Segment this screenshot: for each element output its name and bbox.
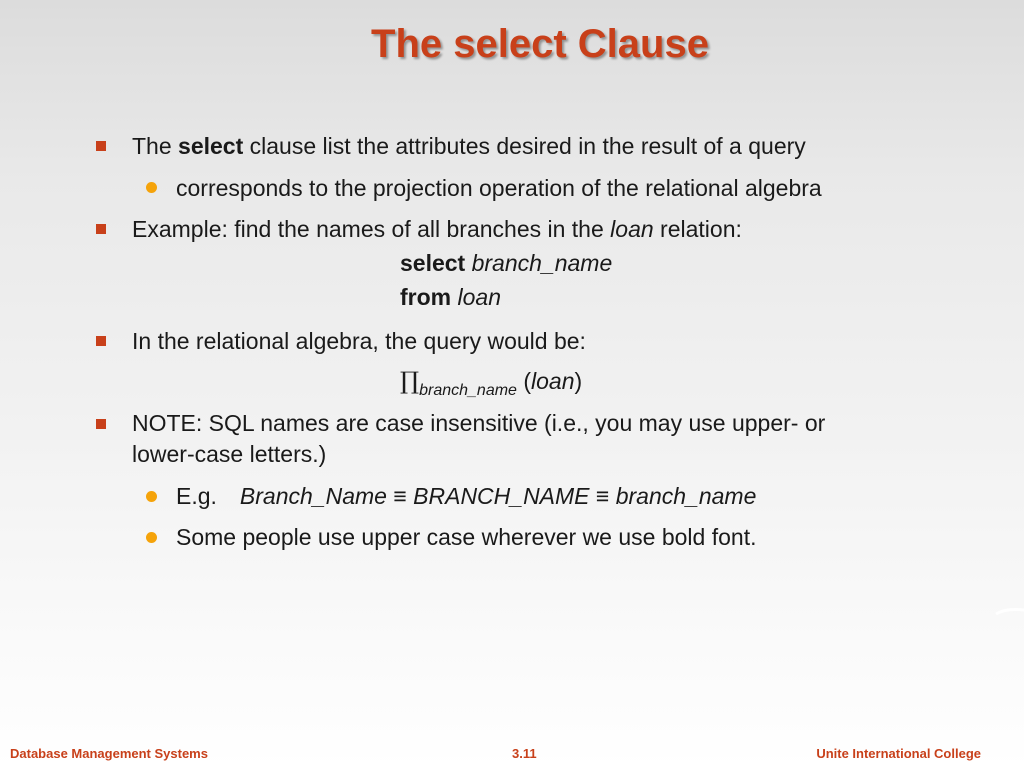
- name-variant: Branch_Name: [239, 483, 387, 509]
- bullet-note-line2: lower-case letters.): [132, 441, 327, 467]
- square-bullet-icon: [96, 141, 106, 151]
- bullet-relational-algebra: In the relational algebra, the query would be:: [132, 328, 586, 354]
- text-segment: ): [574, 368, 583, 394]
- text-segment: clause list the attributes desired in the result of a query: [243, 133, 806, 159]
- square-bullet-icon: [96, 224, 106, 234]
- round-bullet-icon: [146, 182, 157, 193]
- equivalence-symbol: ≡: [589, 483, 616, 509]
- projection-symbol: ∏: [400, 367, 420, 395]
- relation-loan: loan: [457, 284, 501, 310]
- text-segment: (: [516, 368, 532, 394]
- text-segment: E.g.: [176, 483, 217, 509]
- name-variant: BRANCH_NAME: [413, 483, 590, 509]
- square-bullet-icon: [96, 419, 106, 429]
- text-segment: relation:: [653, 216, 742, 242]
- sub-bullet-example-names: [176, 481, 756, 511]
- footer-page-number: 3.11: [512, 746, 537, 761]
- keyword-select: select: [400, 250, 466, 276]
- footer-institution: Unite International College: [816, 746, 981, 761]
- name-variant: branch_name: [615, 483, 757, 509]
- sql-select-line: [400, 248, 612, 278]
- square-bullet-icon: [96, 336, 106, 346]
- slide-title: The select Clause: [371, 22, 709, 66]
- sql-from-line: [400, 282, 501, 312]
- text-segment: The: [132, 133, 179, 159]
- projection-subscript: branch_name: [419, 382, 517, 399]
- text-segment: Example: find the names of all branches in the: [132, 216, 611, 242]
- algebra-expression: [400, 366, 582, 406]
- relation-loan: loan: [610, 216, 654, 242]
- decorative-swoosh-icon: [994, 604, 1024, 618]
- attribute-branch-name: branch_name: [471, 250, 613, 276]
- relation-loan: loan: [531, 368, 575, 394]
- bullet-example: [132, 214, 742, 244]
- keyword-select: select: [178, 133, 244, 159]
- bullet-note-line1: NOTE: SQL names are case insensitive (i.e., you may use upper- or: [132, 410, 826, 436]
- sub-bullet-projection: corresponds to the projection operation of the relational algebra: [176, 175, 822, 201]
- round-bullet-icon: [146, 491, 157, 502]
- round-bullet-icon: [146, 532, 157, 543]
- footer-course-name: Database Management Systems: [10, 746, 208, 761]
- bullet-select-description: [132, 131, 806, 161]
- equivalence-symbol: ≡: [386, 483, 414, 509]
- sub-bullet-upper-case: Some people use upper case wherever we use bold font.: [176, 524, 757, 550]
- keyword-from: from: [400, 284, 452, 310]
